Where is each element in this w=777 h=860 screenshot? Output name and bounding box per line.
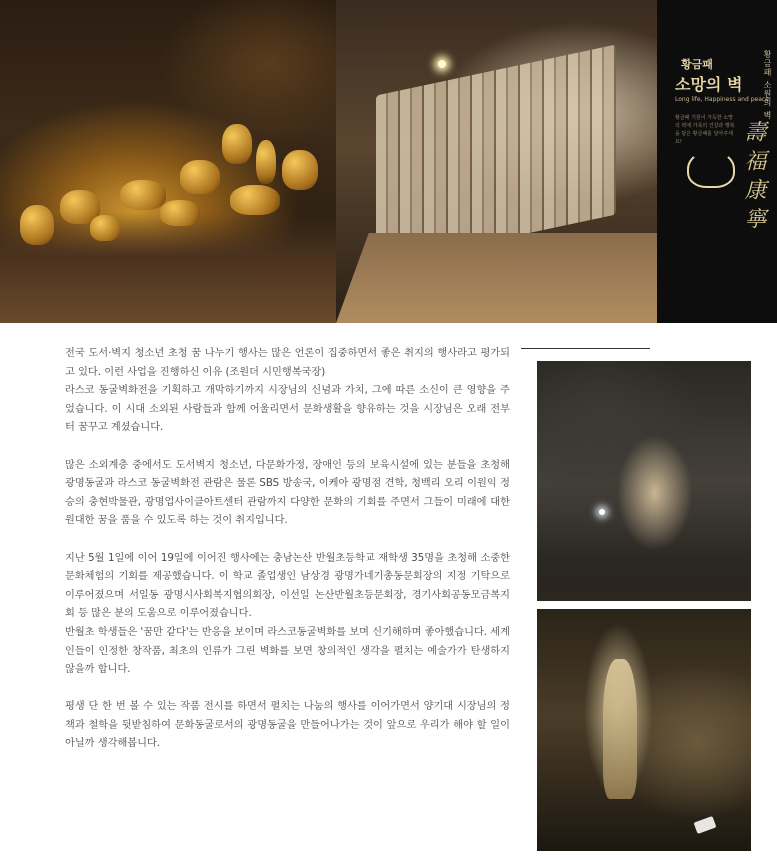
sign-body: 황금패 기원이 가득한 소망의 벽에 가족의 건강과 행복을 담은 황금패를 달아주세요! <box>675 115 735 145</box>
article-paragraph: 많은 소외계층 중에서도 도서벽지 청소년, 다문화가정, 장애인 등의 보육시설에 있는 분들을 초청해 광명동굴과 라스코 동굴벽화전 관람은 물론 SBS 방송국, 이케아 광명점 견학, 청백리 오리 이원익 정승의 충현박물관, 광명업사이클아트센터 관람까지 다양한 문화의 기회를 주면서 그들이 미래에 대한 원대한 꿈을 품을 수 있도록 하는 것이 취지입니다. <box>65 459 510 527</box>
article-paragraph: 반월초 학생들은 '꿈만 같다'는 반응을 보이며 라스코동굴벽화를 보며 신기해하며 좋아했습니다. 세계인들이 인정한 창작품, 최초의 인류가 그린 벽화를 보면 창의적인 생각을 펼치는 예술가가 탄생하지 않을까 합니다. <box>65 626 510 676</box>
cave-lamp <box>438 60 446 68</box>
photo-golden-pottery <box>0 0 336 323</box>
pottery-item <box>120 180 166 210</box>
pottery-item <box>230 185 280 215</box>
sign-calligraphy: 壽 福 康 寧 <box>741 120 766 229</box>
sign-vertical-text: 황금패 소원의 벽 <box>763 50 772 121</box>
paragraph-gap <box>65 680 510 699</box>
article-paragraph: 지난 5월 1일에 이어 19일에 이어진 행사에는 충남논산 반월초등학교 재학생 35명을 초청해 소중한 문화체험의 기회를 제공했습니다. 이 학교 졸업생인 남상경 광명가네기총동문회장의 지정 기탁으로 이루어졌으며 서일동 광명시사회복지협의회장, 이선일 논산반월초등문회장, 경기사회공동모금복지회 등 많은 분의 도움으로 이루어졌습니다. <box>65 552 510 620</box>
pottery-item <box>160 200 200 226</box>
cave-floor <box>537 541 751 601</box>
pottery-item <box>222 124 252 164</box>
photo-cave-passage <box>537 361 751 601</box>
pottery-item <box>20 205 54 245</box>
article-paragraph: 라스코 동굴벽화전을 기획하고 개막하기까지 시장님의 신념과 가치, 그에 따른 소신이 큰 영향을 주었습니다. 이 시대 소외된 사람들과 함께 어울리면서 문화생활을 향유하는 것을 시장님은 오래 전부터 꿈꾸고 계셨습니다. <box>65 385 510 434</box>
paragraph-gap <box>65 438 510 457</box>
floor-plaque <box>694 816 717 834</box>
article-paragraph: 전국 도서·벽지 청소년 초청 꿈 나누기 행사는 많은 언론이 집중하면서 좋은 취지의 행사라고 평가되고 있다. 이런 사업을 진행하신 이유 (조원더 시민행복국장) <box>65 348 510 378</box>
sign-subtitle: Long life, Happiness and peace <box>675 96 769 103</box>
side-divider <box>521 348 650 349</box>
pottery-item <box>256 140 276 184</box>
article-paragraph: 평생 단 한 번 볼 수 있는 작품 전시를 하면서 펼치는 나눔의 행사를 이어가면서 양기대 시장님의 정책과 철학을 뒷받침하여 문화동굴로서의 광명동굴을 만들어나가는 것이 앞으로 우리가 해야 할 일이 아닐까 생각해봅니다. <box>65 701 510 750</box>
pottery-item <box>90 215 120 241</box>
photo-wish-wall <box>336 0 777 323</box>
cave-walkway <box>336 233 690 323</box>
photo-cave-sculpture <box>537 609 751 851</box>
cave-light <box>599 509 605 515</box>
info-sign <box>657 0 777 323</box>
article-body <box>65 345 510 754</box>
hand-icon <box>687 150 735 188</box>
sign-title-large: 소망의 벽 <box>675 75 743 94</box>
relief-figure <box>603 659 637 799</box>
sign-title-small: 황금패 <box>681 58 713 71</box>
pottery-item <box>180 160 220 194</box>
pottery-item <box>282 150 318 190</box>
paragraph-gap <box>65 531 510 550</box>
